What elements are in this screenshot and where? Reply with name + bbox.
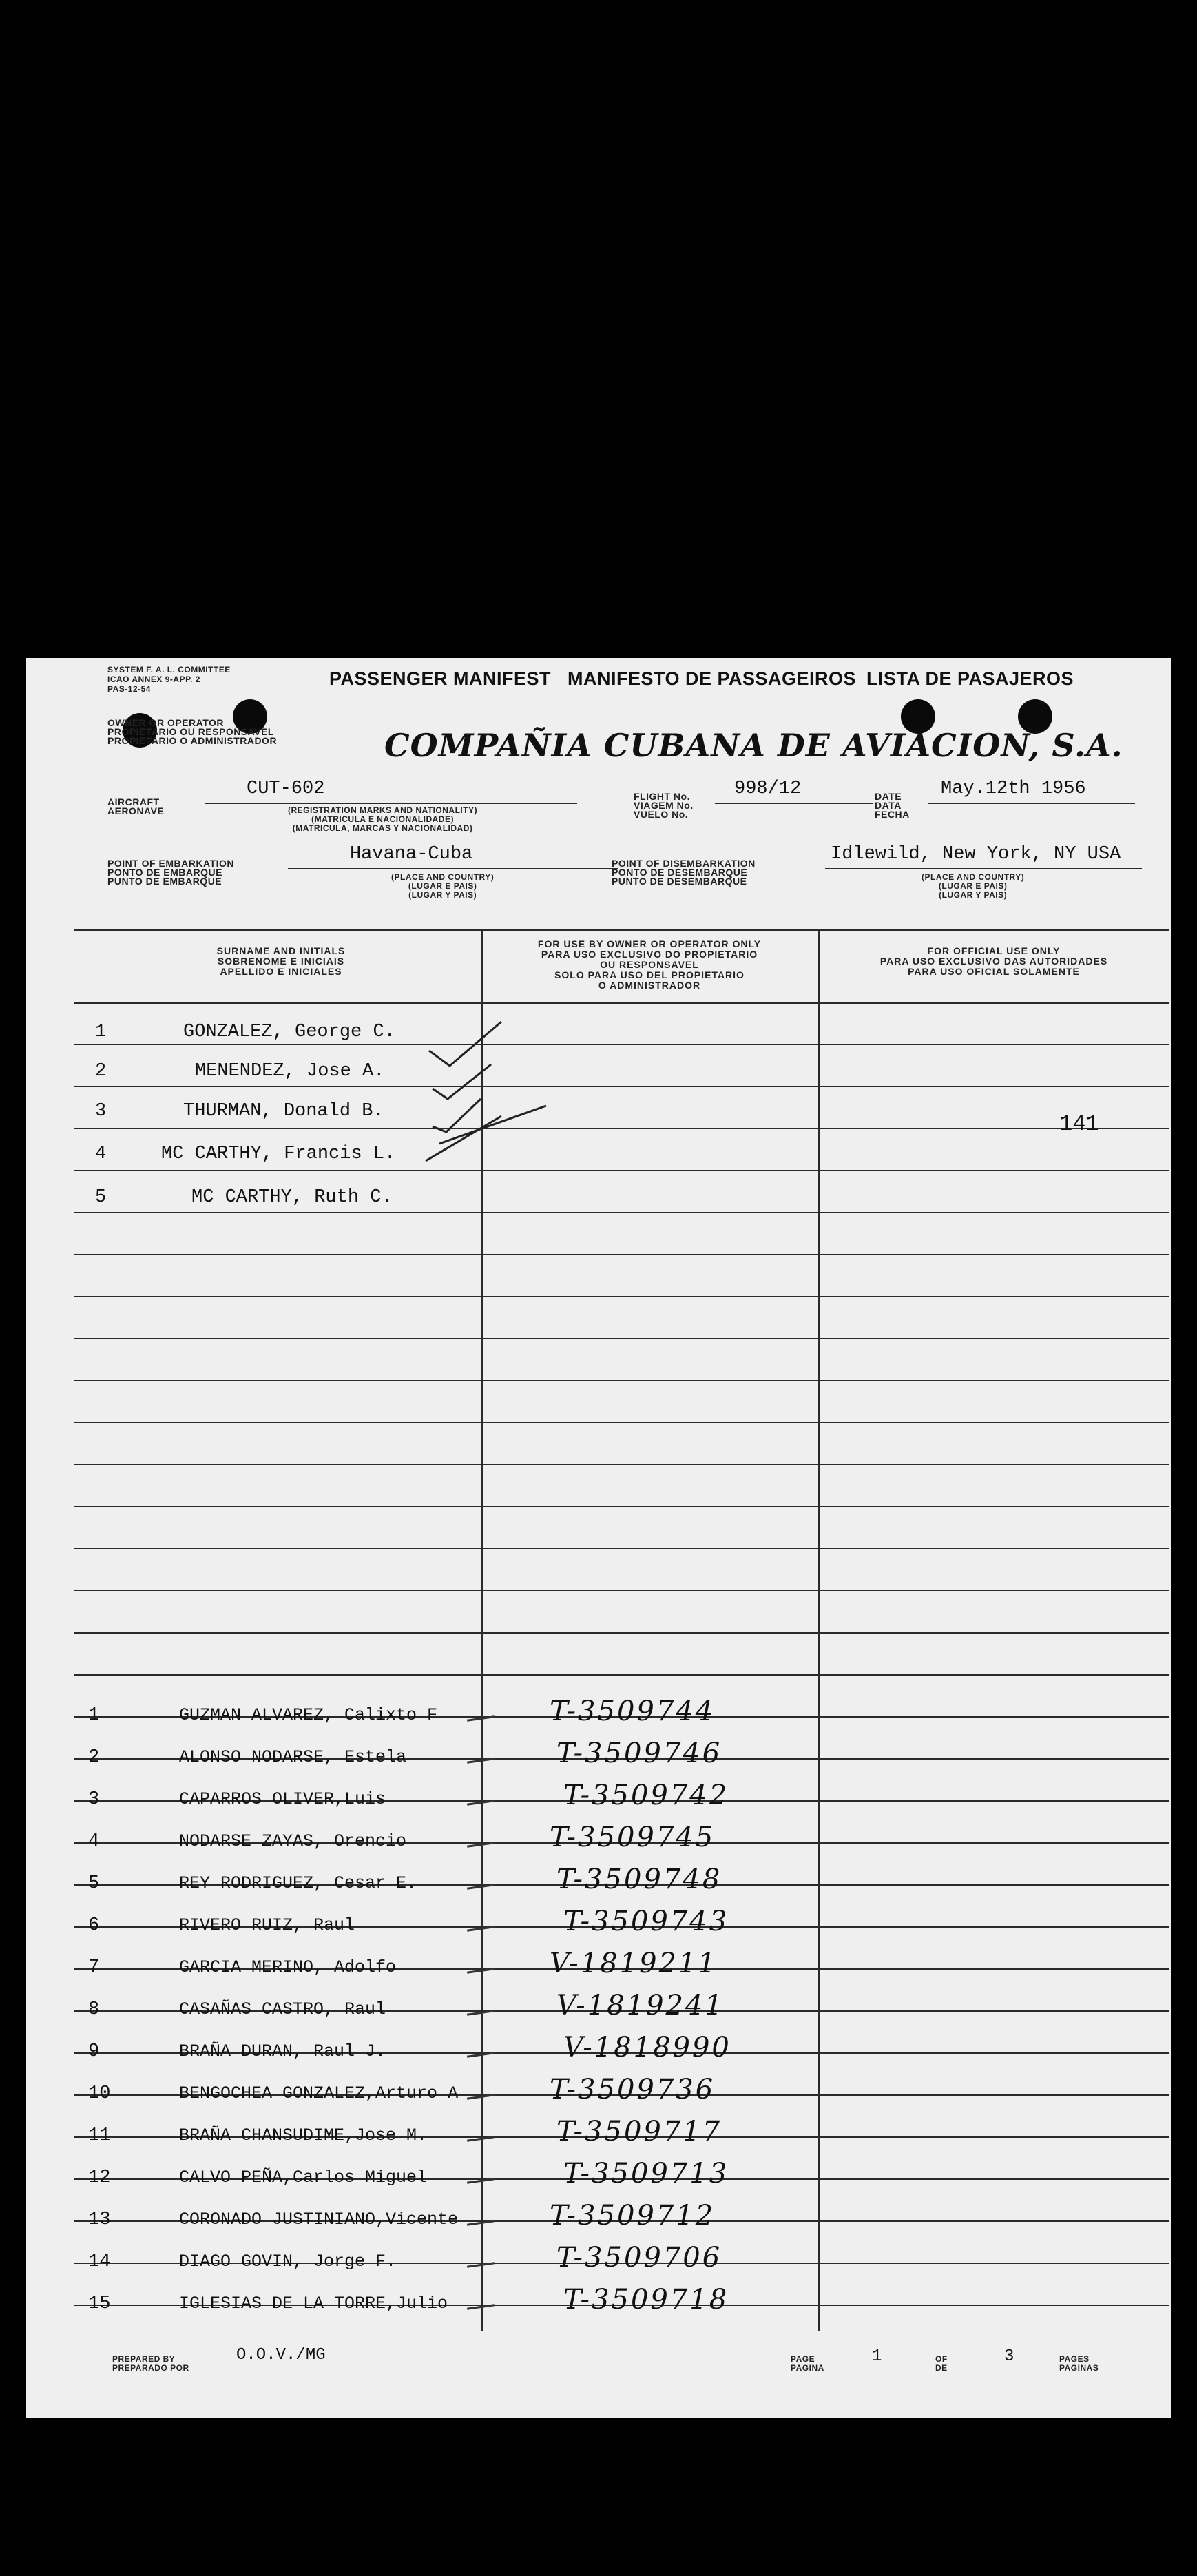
passenger-number: 8 [88, 1999, 100, 2020]
passenger-name: ALONSO NODARSE, Estela [179, 1747, 407, 1767]
owner-label: OWNER OR OPERATOR PROPIETARIO OU RESPONSAVEL PROPIETARIO O ADMINISTRADOR [107, 717, 278, 746]
title-lista-pasajeros: LISTA DE PASAJEROS [866, 668, 1074, 689]
ruled-line [74, 1128, 1169, 1129]
document-number: V-1818990 [563, 2032, 731, 2063]
document-number: T-3509746 [556, 1738, 722, 1769]
passenger-number: 14 [88, 2252, 111, 2272]
official-mark: 141 [1059, 1111, 1099, 1137]
column-header-names: SURNAME AND INITIALS SOBRENOME E INICIAIS APELLIDO E INICIALES [216, 945, 346, 977]
page-label: PAGE PAGINA [791, 2354, 824, 2373]
document-number: T-3509712 [550, 2200, 716, 2232]
title-manifesto-passageiros: MANIFESTO DE PASSAGEIROS [568, 668, 857, 689]
passenger-number: 4 [95, 1144, 107, 1164]
ruled-line [74, 1044, 1169, 1045]
embark-underline [288, 868, 618, 869]
date-label: DATE DATA FECHA [875, 791, 910, 820]
passenger-name: CASAÑAS CASTRO, Raul [179, 1999, 386, 2019]
passenger-number: 11 [88, 2125, 111, 2146]
passenger-name: MENENDEZ, Jose A. [195, 1061, 385, 1082]
disembark-underline [825, 868, 1142, 869]
flight-value: 998/12 [734, 779, 802, 799]
ruled-line [74, 1674, 1169, 1676]
passenger-number: 6 [88, 1915, 100, 1936]
ruled-line [74, 1422, 1169, 1423]
aircraft-value: CUT-602 [247, 779, 325, 799]
document-number: T-3509736 [550, 2074, 716, 2105]
passenger-name: BENGOCHEA GONZALEZ,Arturo A [179, 2083, 459, 2103]
passenger-number: 13 [88, 2209, 111, 2230]
table-top-rule [74, 929, 1169, 931]
passenger-name: RIVERO RUIZ, Raul [179, 1915, 355, 1935]
document-number: T-3509717 [556, 2116, 722, 2147]
date-underline [928, 803, 1135, 804]
header-bottom-rule [74, 1002, 1169, 1004]
disembark-sub: (PLACE AND COUNTRY) (LUGAR E PAIS) (LUGAR Y PAIS) [922, 872, 1025, 900]
passenger-name: REY RODRIGUEZ, Cesar E. [179, 1873, 417, 1893]
passenger-name: CORONADO JUSTINIANO,Vicente [179, 2209, 459, 2229]
aircraft-sub: (REGISTRATION MARKS AND NATIONALITY) (MATRICULA E NACIONALIDADE) (MATRICULA, MARCAS Y NACIONALIDAD) [288, 805, 478, 833]
document-number: T-3509713 [563, 2158, 729, 2189]
passenger-number: 1 [88, 1705, 100, 1726]
ruled-line [74, 1254, 1169, 1255]
passenger-number: 10 [88, 2083, 111, 2104]
ruled-line [74, 1212, 1169, 1213]
ruled-line [74, 1170, 1169, 1171]
prepared-value: O.O.V./MG [236, 2346, 326, 2364]
flight-underline [715, 803, 873, 804]
aircraft-underline [205, 803, 577, 804]
date-value: May.12th 1956 [941, 779, 1086, 799]
ruled-line [74, 1296, 1169, 1297]
passenger-name: BRAÑA DURAN, Raul J. [179, 2041, 386, 2061]
document-number: T-3509745 [550, 1822, 716, 1853]
passenger-name: GONZALEZ, George C. [183, 1022, 395, 1042]
passenger-name: THURMAN, Donald B. [183, 1101, 384, 1122]
aircraft-label: AIRCRAFT AERONAVE [107, 796, 165, 816]
passenger-name: CALVO PEÑA,Carlos Miguel [179, 2167, 428, 2187]
passenger-number: 2 [95, 1061, 107, 1082]
document-number: T-3509744 [550, 1696, 716, 1727]
passenger-name: MC CARTHY, Ruth C. [191, 1187, 393, 1208]
document-number: V-1819241 [556, 1990, 725, 2021]
prepared-label: PREPARED BY PREPARADO POR [112, 2354, 189, 2373]
passenger-number: 3 [88, 1789, 100, 1810]
passenger-number: 4 [88, 1831, 100, 1852]
column-header-official: FOR OFFICIAL USE ONLY PARA USO EXCLUSIVO DAS AUTORIDADES PARA USO OFICIAL SOLAMENTE [879, 945, 1108, 977]
document-number: T-3509748 [556, 1864, 722, 1895]
passenger-number: 5 [88, 1873, 100, 1894]
passenger-name: DIAGO GOVIN, Jorge F. [179, 2252, 397, 2271]
passenger-number: 12 [88, 2167, 111, 2188]
document-number: T-3509706 [556, 2242, 722, 2274]
passenger-name: BRAÑA CHANSUDIME,Jose M. [179, 2125, 428, 2145]
disembark-value: Idlewild, New York, NY USA [831, 844, 1121, 865]
pages-label: PAGES PAGINAS [1059, 2354, 1099, 2373]
flight-label: FLIGHT No. VIAGEM No. VUELO No. [634, 791, 694, 820]
manifest-sheet [26, 658, 1171, 2418]
passenger-name: IGLESIAS DE LA TORRE,Julio [179, 2294, 448, 2314]
passenger-name: MC CARTHY, Francis L. [161, 1144, 396, 1164]
ruled-line [74, 1086, 1169, 1087]
page-value: 1 [872, 2347, 882, 2366]
of-value: 3 [1004, 2347, 1014, 2366]
passenger-name: GUZMAN ALVAREZ, Calixto F [179, 1705, 438, 1725]
passenger-number: 9 [88, 2041, 100, 2062]
column-divider-2 [818, 929, 820, 2331]
ruled-line [74, 1506, 1169, 1507]
embark-label: POINT OF EMBARKATION PONTO DE EMBARQUE PUNTO DE EMBARQUE [107, 858, 234, 887]
embark-value: Havana-Cuba [350, 844, 473, 865]
passenger-number: 15 [88, 2294, 111, 2314]
ruled-line [74, 1590, 1169, 1591]
document-number: V-1819211 [550, 1948, 718, 1979]
passenger-number: 2 [88, 1747, 100, 1768]
committee-note: SYSTEM F. A. L. COMMITTEE ICAO ANNEX 9-APP. 2 PAS-12-54 [107, 665, 231, 694]
passenger-number: 3 [95, 1101, 107, 1122]
check-marks [412, 996, 570, 1175]
disembark-label: POINT OF DISEMBARKATION PONTO DE DESEMBARQUE PUNTO DE DESEMBARQUE [612, 858, 756, 887]
ruled-line [74, 1548, 1169, 1549]
title-passenger-manifest: PASSENGER MANIFEST [329, 668, 552, 689]
passenger-number: 1 [95, 1022, 107, 1042]
passenger-number: 5 [95, 1187, 107, 1208]
ruled-line [74, 1380, 1169, 1381]
embark-sub: (PLACE AND COUNTRY) (LUGAR E PAIS) (LUGAR Y PAIS) [391, 872, 495, 900]
document-number: T-3509742 [563, 1780, 729, 1811]
passenger-name: CAPARROS OLIVER,Luis [179, 1789, 386, 1809]
passenger-name: GARCIA MERINO, Adolfo [179, 1957, 397, 1977]
ruled-line [74, 1464, 1169, 1465]
document-number: T-3509718 [563, 2284, 729, 2316]
document-number: T-3509743 [563, 1906, 729, 1937]
passenger-number: 7 [88, 1957, 100, 1978]
passenger-name: NODARSE ZAYAS, Orencio [179, 1831, 407, 1851]
ruled-line [74, 1338, 1169, 1339]
ruled-line [74, 1632, 1169, 1634]
column-header-owner: FOR USE BY OWNER OR OPERATOR ONLY PARA USO EXCLUSIVO DO PROPIETARIO OU RESPONSAVEL SOLO PARA USO DEL PROPIETARIO O ADMINISTRADOR [537, 938, 762, 991]
company-name: COMPAÑIA CUBANA DE AVIACION, S.A. [384, 727, 1123, 764]
of-label: OF DE [935, 2354, 948, 2373]
